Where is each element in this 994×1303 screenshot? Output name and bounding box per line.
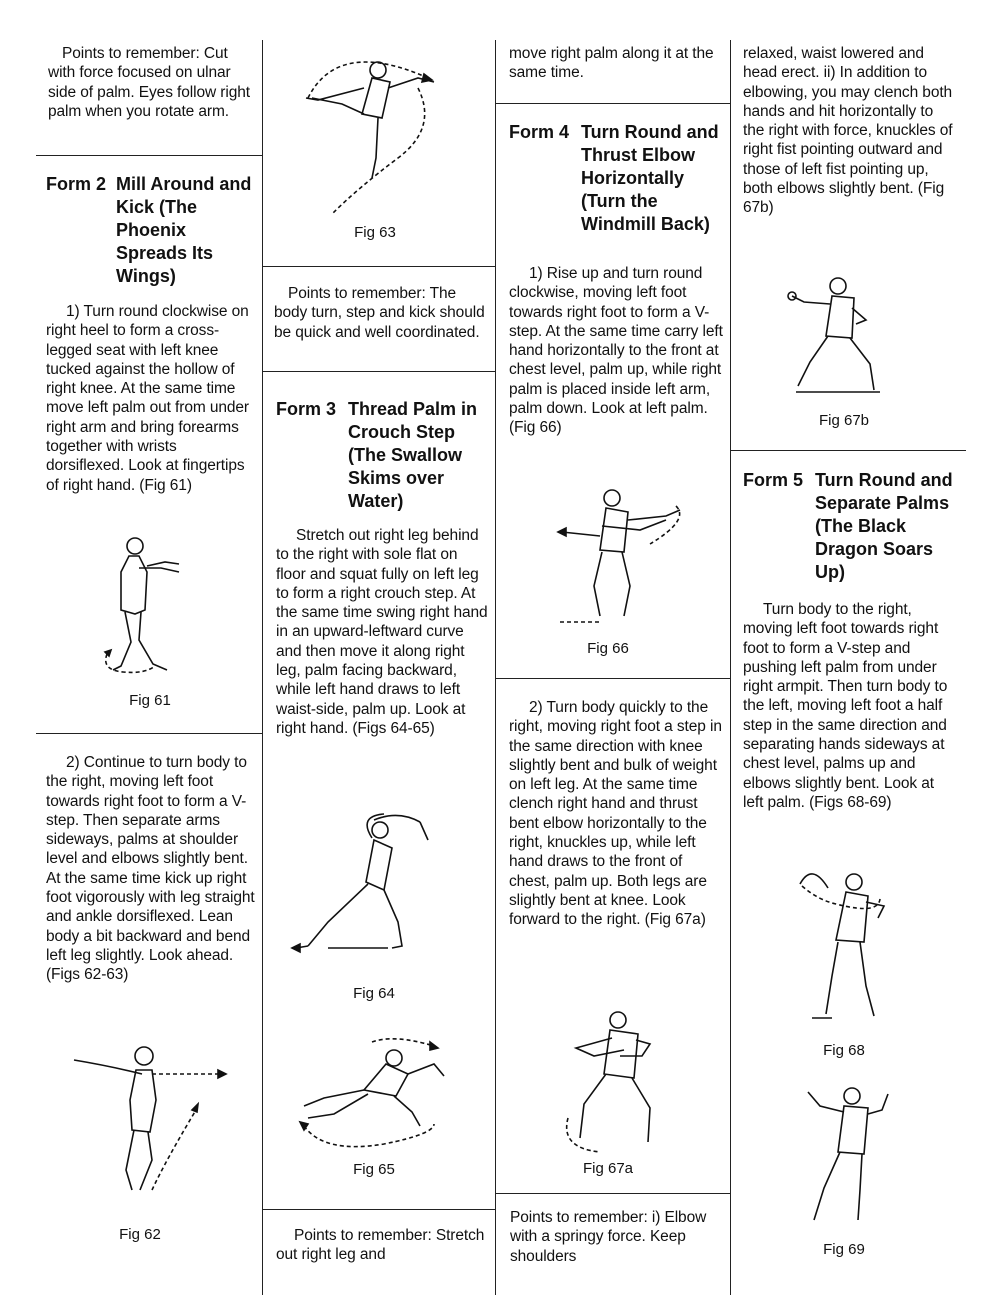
form5-title: Turn Round and Separate Palms (The Black Dragon Soars Up) (815, 470, 953, 582)
form3-heading (276, 398, 490, 513)
section-divider (496, 1193, 730, 1194)
fig61-caption: Fig 61 (129, 692, 171, 709)
fig66-caption: Fig 66 (587, 640, 629, 657)
figure-64-illustration (288, 812, 448, 962)
fig62-caption: Fig 62 (119, 1226, 161, 1243)
form3-text: Stretch out right leg behind to the right with sole flat on floor and squat fully on left leg to form a right crouch step. At the same time swing right hand in an upward-leftward curve and then move it along right leg, palm facing backward, while left hand draws to left waist-side, palm up. Look at right hand. (Figs 64-65) (276, 527, 488, 737)
form2-title: Mill Around and Kick (The Phoenix Spreads Its Wings) (116, 174, 252, 286)
section-divider (36, 155, 262, 156)
form4-step2: 2) Turn body quickly to the right, moving right foot a step in the same direction with knee slightly bent and bulk of weight on left leg. At the same time clench right hand and thrust bent elbow horizontally to the right, knuckles up, while left hand draws to the front of chest, palm up. Both legs are slightly bent at knee. Look forward to the right. (Fig 67a) (509, 699, 722, 929)
form3-title: Thread Palm in Crouch Step (The Swallow Skims over Water) (348, 399, 478, 511)
points-to-remember-form2: Points to remember: The body turn, step and kick should be quick and well coordinated. (274, 285, 485, 341)
section-divider (731, 450, 966, 451)
column-divider-3 (730, 40, 731, 1295)
points-to-remember-form4: Points to remember: i) Elbow with a springy force. Keep shoulders (510, 1209, 707, 1265)
form5-heading (743, 469, 957, 584)
figure-65-illustration (284, 1034, 464, 1154)
section-divider (36, 733, 262, 734)
section-divider (496, 103, 730, 104)
figure-69-illustration (798, 1080, 898, 1230)
form2-number: Form 2 (46, 174, 107, 194)
form2-step1: 1) Turn round clockwise on right heel to form a cross-legged seat with left knee tucked against the hollow of right knee. At the same time move left palm out from under right arm and bring forearms together with wrists dorsiflexed. Look at fingertips of right hand. (Fig 61) (46, 303, 249, 494)
fig69-caption: Fig 69 (823, 1241, 865, 1258)
form4-step1: 1) Rise up and turn round clockwise, moving left foot towards right foot to form a V-step. At the same time carry left hand horizontally to the front at chest level, palm up, while right palm is placed inside left arm, palm down. Look at left palm. (Fig 66) (509, 265, 723, 437)
form2-heading (46, 173, 256, 288)
fig67a-caption: Fig 67a (582, 1160, 634, 1177)
fig64-caption: Fig 64 (353, 985, 395, 1002)
form3-continued: move right palm along it at the same time. (509, 45, 714, 82)
figure-67b-illustration (780, 274, 900, 402)
form4-remember-continued: relaxed, waist lowered and head erect. ii) In addition to elbowing, you may clench both hands and hit horizontally to the right with force, knuckles of right fist pointing outward and those of left fist pointing up, both elbows slightly bent. (Fig 67b) (743, 45, 953, 217)
figure-67a-illustration (560, 1008, 680, 1158)
fig67b-caption: Fig 67b (818, 412, 870, 429)
fig63-caption: Fig 63 (354, 224, 396, 241)
column-divider-1 (262, 40, 263, 1295)
section-divider (496, 678, 730, 679)
figure-63-illustration (298, 48, 448, 218)
column-divider-2 (495, 40, 496, 1295)
fig68-caption: Fig 68 (823, 1042, 865, 1059)
points-to-remember-form3: Points to remember: Stretch out right leg and (276, 1227, 485, 1264)
figure-61-illustration (95, 532, 195, 682)
fig65-caption: Fig 65 (353, 1161, 395, 1178)
section-divider (263, 371, 495, 372)
form4-number: Form 4 (509, 122, 570, 142)
form4-title: Turn Round and Thrust Elbow Horizontally (Turn the Windmill Back) (581, 122, 719, 234)
section-divider (263, 266, 495, 267)
figure-62-illustration (70, 1040, 240, 1210)
form5-text: Turn body to the right, moving left foot towards right foot to form a V-step and pushing left palm from under right armpit. Then turn body to the left, moving left foot a half step in the same direction and separating hands sideways at chest level, palms up and elbows slightly bent. Look at left palm. (Figs 68-69) (743, 601, 948, 811)
figure-68-illustration (792, 866, 902, 1026)
form5-number: Form 5 (743, 470, 804, 490)
section-divider (263, 1209, 495, 1210)
figure-66-illustration (540, 486, 700, 628)
points-to-remember-intro: Points to remember: Cut with force focused on ulnar side of palm. Eyes follow right palm when you rotate arm. (48, 45, 250, 120)
form3-number: Form 3 (276, 399, 337, 419)
form4-heading (509, 121, 723, 236)
form2-step2: 2) Continue to turn body to the right, moving left foot towards right foot to form a V-step. Then separate arms sideways, palms at shoulder level and elbows slightly bent. At the same time kick up right foot vigorously with leg straight and ankle dorsiflexed. Lean body a bit backward and bend left leg slightly. Look ahead. (Figs 62-63) (46, 754, 255, 984)
